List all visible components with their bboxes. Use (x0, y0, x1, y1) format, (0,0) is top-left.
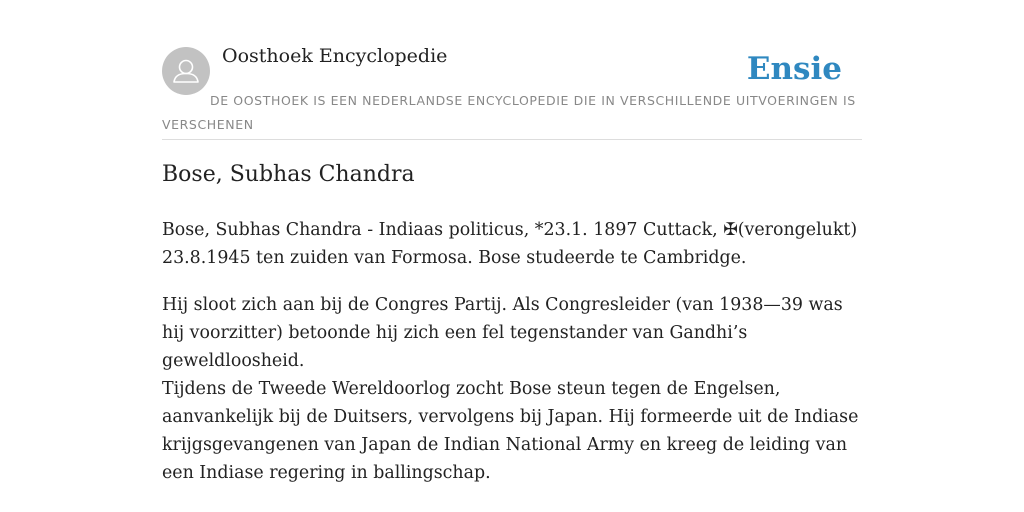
header-divider (162, 139, 862, 140)
source-name[interactable]: Oosthoek Encyclopedie (222, 45, 448, 67)
source-description: DE OOSTHOEK IS EEN NEDERLANDSE ENCYCLOPEDIE DIE IN VERSCHILLENDE UITVOERINGEN IS VERSCHENEN (162, 93, 856, 132)
article-paragraph: Tijdens de Tweede Wereldoorlog zocht Bose steun tegen de Engelsen, aanvankelijk bij de Duitsers, vervolgens bij Japan. Hij formeerde uit de Indiase krijgsgevangenen van Japan de Indian National Army en kreeg de leiding van een Indiase regering in ballingschap. (162, 379, 859, 483)
article-title: Bose, Subhas Chandra (162, 162, 415, 187)
brand-logo[interactable]: Ensie (746, 51, 842, 87)
article-paragraph: Bose, Subhas Chandra - Indiaas politicus, *23.1. 1897 Cuttack, ✠(verongelukt) 23.8.1945 ten zuiden van Formosa. Bose studeerde te Cambridge. (162, 220, 858, 268)
article-paragraph: Hij sloot zich aan bij de Congres Partij. Als Congresleider (van 1938—39 was hij voorzitter) betoonde hij zich een fel tegenstander van Gandhi’s geweldloosheid. (162, 295, 843, 371)
avatar[interactable] (162, 47, 210, 95)
user-silhouette-icon (162, 47, 210, 95)
